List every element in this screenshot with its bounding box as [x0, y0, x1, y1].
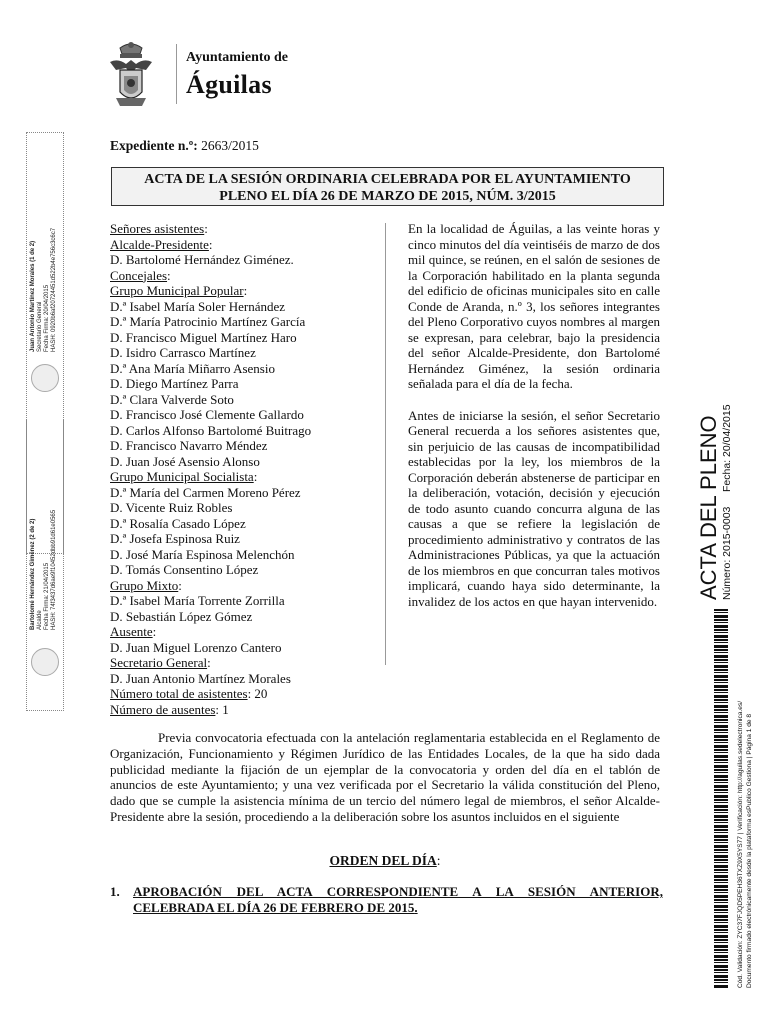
title-line-1: ACTA DE LA SESIÓN ORDINARIA CELEBRADA POR EL AYUNTAMIENTO — [144, 172, 631, 187]
expediente-label: Expediente n.º: — [110, 138, 198, 153]
title-line-2: PLENO EL DÍA 26 DE MARZO DE 2015, NÚM. 3/2015 — [219, 189, 556, 204]
attendees-heading-suffix: : 1 — [215, 701, 229, 717]
attendee-name-text: D. Vicente Ruiz Robles — [110, 500, 233, 515]
org-subtitle: Ayuntamiento de — [186, 50, 289, 65]
attendee-name — [110, 376, 340, 392]
agenda-item-number: 1. — [110, 884, 120, 899]
attendee-name — [110, 593, 340, 609]
attendees-heading-suffix: : — [178, 577, 182, 593]
attendee-name — [110, 454, 340, 470]
attendee-name-text: D. Juan Antonio Martínez Morales — [110, 670, 291, 686]
attendees-list — [110, 221, 340, 717]
attendees-heading — [110, 221, 340, 237]
attendee-name-text: D. Diego Martínez Parra — [110, 376, 239, 391]
attendees-heading-suffix: : — [253, 469, 258, 484]
attendee-name-text: D. Bartolomé Hernández Giménez. — [110, 252, 294, 267]
attendees-heading-text: Concejales — [110, 267, 168, 283]
attendee-name-text: D.ª Rosalía Casado López — [110, 515, 246, 531]
attendees-heading-text: Grupo Municipal Socialista — [110, 469, 254, 484]
attendee-name — [110, 500, 340, 516]
attendee-name-text: D. Juan José Asensio Alonso — [110, 453, 260, 469]
attendee-name — [110, 562, 340, 578]
attendees-heading-text: Secretario General — [110, 655, 208, 670]
signature-2-hash: HASH: 74f3437d6ae9f10452dbb91d61e0565 — [51, 509, 57, 630]
attendee-name — [110, 438, 340, 454]
attendee-name-text: D. Tomás Consentino López — [110, 562, 259, 577]
acta-date: Fecha: 20/04/2015 — [721, 404, 733, 492]
acta-del-pleno-label: ACTA DEL PLENO — [696, 415, 721, 600]
attendee-name-text: D.ª Josefa Espinosa Ruiz — [110, 531, 240, 546]
attendees-heading — [110, 686, 340, 702]
attendees-heading — [110, 702, 340, 718]
attendee-name — [110, 516, 340, 532]
signature-2-role: Alcalde — [37, 610, 43, 630]
attendees-heading-text: Alcalde-Presidente — [110, 236, 209, 252]
attendee-name-text: D.ª Isabel María Torrente Zorrilla — [110, 593, 285, 608]
attendee-name-text: D.ª Ana María Miñarro Asensio — [110, 360, 275, 376]
attendee-name — [110, 299, 340, 315]
attendee-name-text: D. Carlos Alfonso Bartolomé Buitrago — [110, 422, 312, 438]
attendees-heading — [110, 578, 340, 594]
signature-seal-1-icon — [31, 364, 59, 392]
attendee-name-text: D. Francisco José Clemente Gallardo — [110, 407, 304, 422]
attendees-heading — [110, 268, 340, 284]
agenda-heading-title: ORDEN DEL DÍA — [329, 853, 437, 868]
attendees-heading-suffix: : — [167, 267, 171, 283]
attendee-name — [110, 485, 340, 501]
attendee-name — [110, 407, 340, 423]
signature-1-date: Fecha Firma: 20/04/2015 — [44, 284, 50, 352]
agenda-heading — [110, 853, 660, 869]
column-divider — [385, 223, 386, 665]
attendee-name — [110, 392, 340, 408]
attendee-name-text: D.ª María del Carmen Moreno Pérez — [110, 484, 301, 500]
attendee-name-text: D.ª Isabel María Soler Hernández — [110, 298, 286, 314]
attendee-name-text: D.ª Clara Valverde Soto — [110, 391, 234, 407]
attendees-heading-suffix: : — [152, 624, 157, 639]
validation-barcode — [714, 609, 728, 989]
header-divider — [176, 44, 177, 104]
agenda-heading-colon: : — [436, 853, 441, 868]
signature-1-text — [30, 228, 58, 352]
signature-1-hash: HASH: 0920b6af20724451d522b4e756c3c6c7 — [51, 227, 57, 352]
opening-text — [408, 221, 660, 625]
attendees-heading-text: Grupo Municipal Popular — [110, 283, 244, 298]
opening-paragraph: En la localidad de Águilas, a las veinte horas y cinco minutos del día veintiséis de marzo de dos mil quince, se reúnen, en el salón de sesiones de la Corporación habilitado en la planta segunda del edificio de oficinas municipales sito en calle Conde de Aranda, n.º 3, los señores integrantes del Pleno Corporativo cuyos nombres al margen se expresan, para celebrar, bajo la presidencia del señor Alcalde-Presidente, don Bartolomé Hernández Giménez, la sesión ordinaria señalada para el día de la fecha. — [408, 221, 660, 391]
attendees-heading-text: Señores asistentes — [110, 221, 205, 236]
attendees-heading — [110, 624, 340, 640]
platform-line: Documento firmado electrónicamente desde la plataforma esPublico Gestiona | Página 1 de 8 — [746, 713, 753, 988]
incompatibility-paragraph: Antes de iniciarse la sesión, el señor Secretario General recuerda a los señores asistentes que, sin perjuicio de las causas de incompatibilidad establecidas por la ley, los miembros de la Corporación deberán abstenerse de participar en la deliberación, votación, decisión y ejecución de todo asunto cuando concurra alguna de las causas a que se refiere la legislación de procedimiento administrativo y contratos de las Administraciones Públicas, ya que la actuación de los miembros en que concurran tales motivos implicará, cuando haya sido determinante, la invalidez de los actos en que hayan intervenido. — [408, 407, 660, 609]
attendee-name — [110, 252, 340, 268]
attendee-name-text: D. Juan Miguel Lorenzo Cantero — [110, 639, 282, 655]
expediente-value: 2663/2015 — [201, 138, 259, 153]
attendee-name-text: D. José María Espinosa Melenchón — [110, 546, 295, 562]
attendee-name-text: D. Isidro Carrasco Martínez — [110, 345, 256, 360]
convocatoria-paragraph: Previa convocatoria efectuada con la antelación reglamentaria establecida en el Reglamento de Organización, Funcionamiento y Régimen Jurídico de las Entidades Locales, de la que ha sido dada publicidad mediante la fijación de un ejemplar de la convocatoria y orden del día en el tablón de anuncios de este Ayuntamiento; y una vez verificada por el Secretario la válida constitución del Pleno, dado que se cumple la asistencia mínima de un tercio del número legal de miembros, el señor Alcalde-Presidente abre la sesión, procediendo a la deliberación sobre los asuntos incluidos en el siguiente — [110, 730, 660, 824]
attendees-heading-suffix: : 20 — [247, 686, 268, 701]
attendees-heading-text: Número total de asistentes — [110, 686, 248, 701]
attendees-heading-text: Grupo Mixto — [110, 577, 179, 593]
attendees-heading-suffix: : — [207, 655, 211, 670]
signature-1-name: Juan Antonio Martínez Morales (1 de 2) — [30, 240, 36, 352]
attendees-heading-suffix: : — [204, 221, 208, 236]
validation-code-line: Cód. Validación: ZYC37FJQD5PEH36TXZ9X5YS77 | Verificación: http://aguilas.sedelectronica.es/ — [737, 700, 744, 988]
expediente-line — [110, 138, 259, 154]
attendee-name — [110, 547, 340, 563]
attendee-name — [110, 640, 340, 656]
municipal-crest-logo — [106, 40, 156, 112]
attendees-heading — [110, 655, 340, 671]
signature-2-text — [30, 510, 58, 630]
attendees-heading-text: Número de ausentes — [110, 701, 216, 717]
signature-2-name: Bartolomé Hernández Giménez (2 de 2) — [30, 518, 36, 630]
attendees-heading-text: Ausente — [110, 624, 153, 639]
attendee-name-text: D. Sebastián López Gómez — [110, 608, 253, 624]
attendee-name — [110, 423, 340, 439]
attendee-name-text: D. Francisco Miguel Martínez Haro — [110, 329, 297, 345]
attendee-name — [110, 330, 340, 346]
signature-seal-2-icon — [31, 648, 59, 676]
attendee-name-text: D.ª María Patrocinio Martínez García — [110, 314, 306, 329]
agenda-item-line-2-text: CELEBRADA EL DÍA 26 DE FEBRERO DE 2015 — [133, 899, 415, 915]
signature-2-date: Fecha Firma: 21/04/2015 — [44, 562, 50, 630]
attendee-name — [110, 361, 340, 377]
org-name: Águilas — [186, 70, 272, 99]
attendee-name — [110, 531, 340, 547]
attendees-heading — [110, 469, 340, 485]
agenda-item-line-1: APROBACIÓN DEL ACTA CORRESPONDIENTE A LA SESIÓN ANTERIOR, — [133, 884, 663, 899]
signature-1-role: Secretario General — [37, 301, 43, 352]
document-title — [111, 167, 664, 206]
attendees-heading-suffix: : — [243, 283, 248, 298]
attendees-heading-suffix: : — [208, 236, 213, 252]
attendee-name — [110, 671, 340, 687]
attendee-name — [110, 345, 340, 361]
attendees-heading — [110, 283, 340, 299]
agenda-item-line-2-period: . — [414, 899, 418, 915]
agenda-item-line-2 — [133, 900, 663, 916]
attendee-name — [110, 609, 340, 625]
attendees-heading — [110, 237, 340, 253]
acta-number: Número: 2015-0003 — [721, 506, 733, 600]
attendee-name — [110, 314, 340, 330]
attendee-name-text: D. Francisco Navarro Méndez — [110, 438, 268, 453]
